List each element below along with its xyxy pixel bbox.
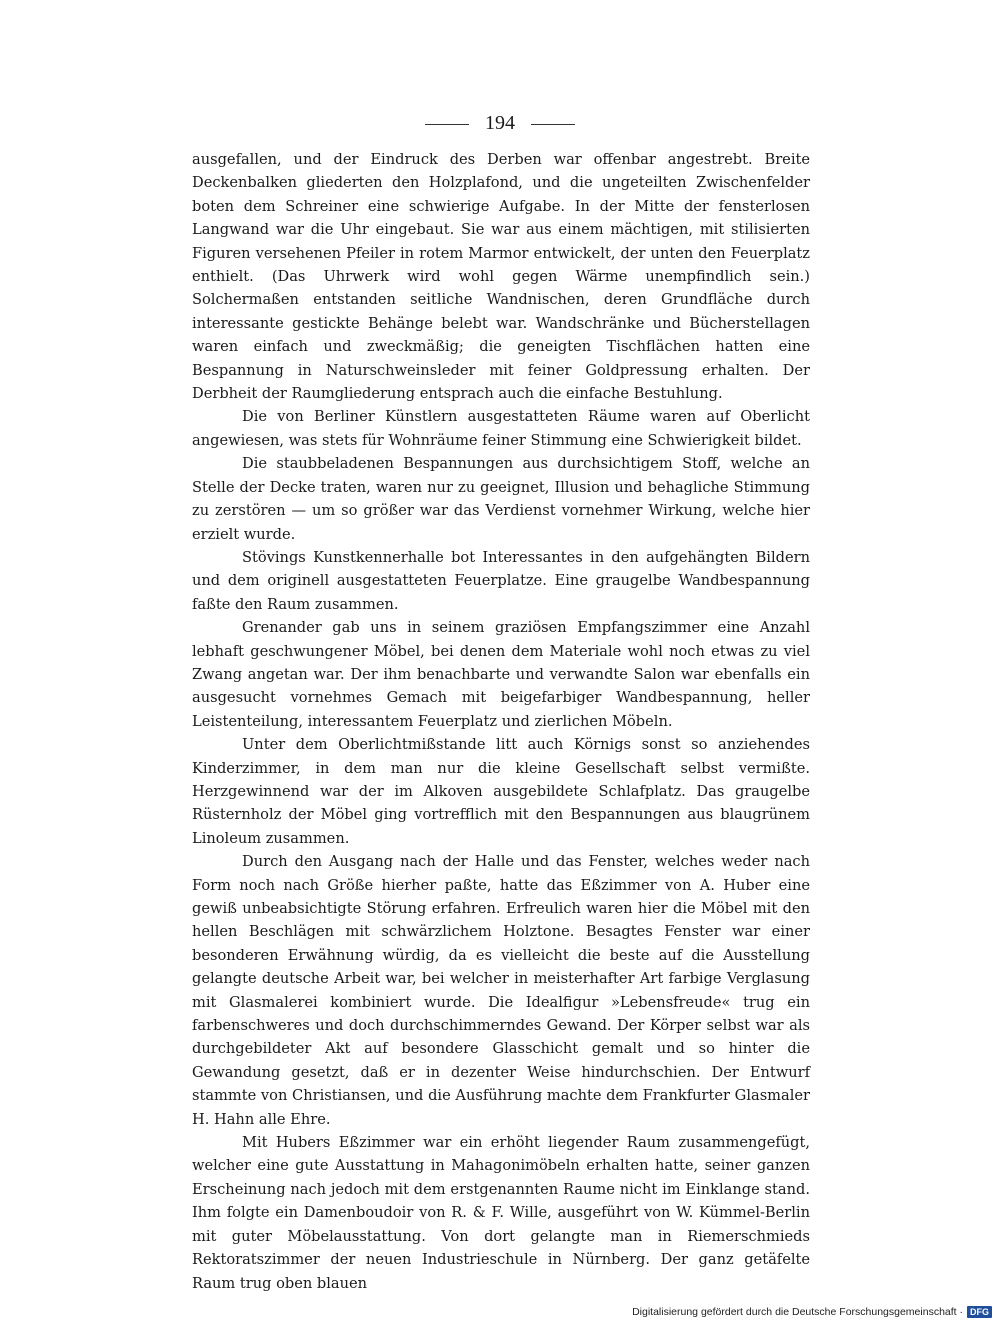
paragraph: Die staubbeladenen Bespannungen aus durchsichtigem Stoff, welche an Stelle der Decke traten, waren nur zu geeignet, Illusion und behagliche Stimmung zu zerstören — um so größer war das Verdienst vornehmer Wirkung, welche hier erzielt wurde. (192, 455, 810, 543)
body-text (192, 148, 810, 1295)
page-number: 194 (485, 112, 515, 134)
dfg-logo: DFG (967, 1306, 992, 1318)
header-rule-right (531, 124, 575, 125)
paragraph: Grenander gab uns in seinem graziösen Empfangszimmer eine Anzahl lebhaft geschwungener Möbel, bei denen dem Materiale wohl noch etwas zu viel Zwang angetan war. Der ihm benachbarte und verwandte Salon war ebenfalls ein ausgesucht vornehmes Gemach mit beigefarbiger Wandbespannung, heller Leistenteilung, interessantem Feuerplatz und zierlichen Möbeln. (192, 619, 810, 730)
digitization-footer (632, 1306, 992, 1318)
header-rule-left (425, 124, 469, 125)
paragraph: Mit Hubers Eßzimmer war ein erhöht liegender Raum zusammengefügt, welcher eine gute Ausstattung in Mahagonimöbeln erhalten hatte, seiner ganzen Erscheinung nach jedoch mit dem erstgenannten Raume nicht im Einklange stand. Ihm folgte ein Damenboudoir von R. & F. Wille, ausgeführt von W. Kümmel-Berlin mit guter Möbelausstattung. Von dort gelangte man in Riemerschmieds Rektoratszimmer der neuen Industrieschule in Nürnberg. Der ganz getäfelte Raum trug oben blauen (192, 1134, 810, 1292)
page-header (0, 112, 1000, 135)
paragraph: Stövings Kunstkennerhalle bot Interessantes in den aufgehängten Bildern und dem originell ausgestatteten Feuerplatze. Eine graugelbe Wandbespannung faßte den Raum zusammen. (192, 548, 810, 613)
paragraph: ausgefallen, und der Eindruck des Derben war offenbar angestrebt. Breite Deckenbalken gliederten den Holzplafond, und die ungeteilten Zwischenfelder boten dem Schreiner eine schwierige Aufgabe. In der Mitte der fensterlosen Langwand war die Uhr eingebaut. Sie war aus einem mächtigen, mit stilisierten Figuren versehenen Pfeiler in rotem Marmor entwickelt, der unten den Feuerplatz enthielt. (Das Uhrwerk wird wohl gegen Wärme unempfindlich sein.) Solchermaßen entstanden seitliche Wandnischen, deren Grundfläche durch interessante gestickte Behänge belebt war. Wandschränke und Bücherstellagen waren einfach und zweckmäßig; die geneigten Tischflächen hatten eine Bespannung in Naturschweinsleder mit feiner Goldpressung erhalten. Der Derbheit der Raumgliederung entsprach auch die einfache Bestuhlung. (192, 151, 810, 403)
paragraph: Die von Berliner Künstlern ausgestatteten Räume waren auf Oberlicht angewiesen, was stets für Wohnräume feiner Stimmung eine Schwierigkeit bildet. (192, 408, 810, 449)
paragraph: Durch den Ausgang nach der Halle und das Fenster, welches weder nach Form noch nach Größe hierher paßte, hatte das Eßzimmer von A. Huber eine gewiß unbeabsichtigte Störung erfahren. Erfreulich waren hier die Möbel mit den hellen Beschlägen mit schwärzlichem Holztone. Besagtes Fenster war einer besonderen Erwähnung würdig, da es vielleicht die beste auf die Ausstellung gelangte deutsche Arbeit war, bei welcher in meisterhafter Art farbige Verglasung mit Glasmalerei kombiniert wurde. Die Idealfigur »Lebensfreude« trug ein farbenschweres und doch durchschimmerndes Gewand. Der Körper selbst war als durchgebildeter Akt auf besondere Glasschicht gemalt und so hinter die Gewandung gesetzt, daß er in dezenter Weise hindurchschien. Der Entwurf stammte von Christiansen, und die Ausführung machte dem Frankfurter Glasmaler H. Hahn alle Ehre. (192, 853, 810, 1128)
footer-credit: Digitalisierung gefördert durch die Deutsche Forschungsgemeinschaft · (632, 1306, 963, 1318)
paragraph: Unter dem Oberlichtmißstande litt auch Körnigs sonst so anziehendes Kinderzimmer, in dem man nur die kleine Gesellschaft selbst vermißte. Herzgewinnend war der im Alkoven ausgebildete Schlafplatz. Das graugelbe Rüsternholz der Möbel ging vortrefflich mit den Bespannungen aus blaugrünem Linoleum zusammen. (192, 736, 810, 847)
